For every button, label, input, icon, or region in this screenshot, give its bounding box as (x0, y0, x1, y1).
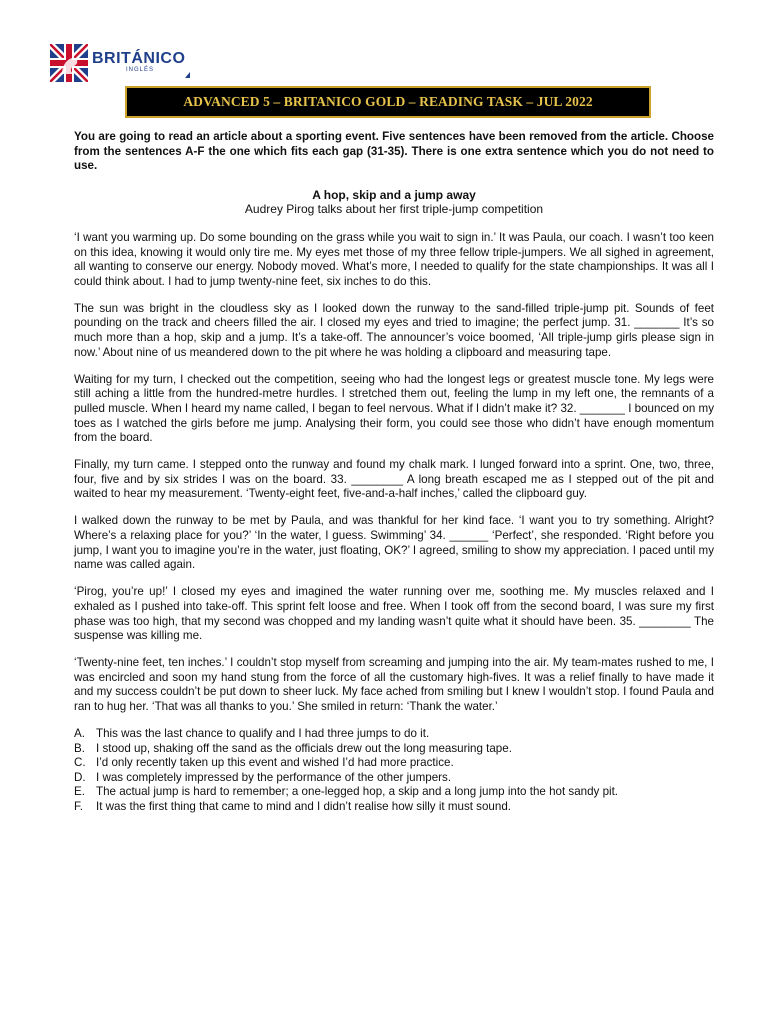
option-d (74, 771, 714, 786)
option-letter: B. (74, 741, 85, 755)
answer-options (74, 727, 714, 815)
article-paragraph-5: I walked down the runway to be met by Paula, and was thankful for her kind face. ‘I want you to try something. Alright? Where’s a relaxing place for you?’ ‘In the water, I guess. Swimming’ 34. ______ ‘Perfect’, she responded. ‘Right before you jump, I want you to imagine you’re in the water, just floating, OK?’ I agreed, smiling to show my appreciation. I paced until my name was called again. (74, 514, 714, 572)
logo-subtitle: INGLÉS (126, 67, 155, 73)
article-paragraph-3: Waiting for my turn, I checked out the competition, seeing who had the longest legs or greatest muscle tone. My legs were still aching a little from the hundred-metre hurdles. I stretched them out, feeling the lump in my left one, the remnants of a pulled muscle. When I heard my name called, I began to feel nervous. What if I didn’t make it? 32. _______ I bounced on my toes as I watched the girls before me jump. Analysing their form, you could see those who didn’t have enough momentum from the board. (74, 372, 714, 445)
option-text: I was completely impressed by the performance of the other jumpers. (96, 770, 452, 784)
logo-name: BRITÁNICO (92, 50, 186, 67)
option-text: The actual jump is hard to remember; a one-legged hop, a skip and a long jump into the hot sandy pit. (96, 785, 619, 799)
option-letter: E. (74, 785, 85, 799)
option-text: It was the first thing that came to mind and I didn’t realise how silly it must sound. (96, 800, 511, 814)
banner-title: ADVANCED 5 – BRITANICO GOLD – READING TASK – JUL 2022 (183, 94, 593, 109)
option-text: I’d only recently taken up this event and wished I’d had more practice. (96, 756, 454, 770)
option-text: This was the last chance to qualify and I had three jumps to do it. (96, 727, 430, 741)
logo-triangle-icon (185, 72, 190, 78)
article-paragraph-7: ‘Twenty-nine feet, ten inches.’ I couldn’t stop myself from screaming and jumping into the air. My team-mates rushed to me, I was encircled and soon my hand stung from the force of all the customary high-fives. It was a relief finally to have made it and my success couldn’t be put down to sheer luck. My face ached from smiling but I knew I wouldn’t stop. I found Paula and ran to hug her. ‘That was all thanks to you.’ She smiled in return: ‘Thank the water.’ (74, 656, 714, 713)
option-letter: C. (74, 756, 86, 770)
reading-task (74, 130, 714, 815)
britanico-logo (50, 44, 185, 82)
union-jack-lion-logo-icon (50, 44, 88, 82)
option-f (74, 800, 714, 815)
article-title: A hop, skip and a jump away (312, 187, 476, 202)
task-banner (125, 86, 651, 118)
option-a (74, 727, 714, 742)
instructions: You are going to read an article about a sporting event. Five sentences have been removed from the article. Choose from the sentences A-F the one which fits each gap (31-35). There is one extra sentence which you do not need to use. (74, 130, 714, 173)
option-e (74, 785, 714, 800)
option-b (74, 742, 714, 757)
article-subtitle: Audrey Pirog talks about her first triple-jump competition (244, 202, 544, 217)
option-letter: D. (74, 770, 86, 784)
option-letter: F. (74, 800, 84, 814)
article-paragraph-6: ‘Pirog, you’re up!’ I closed my eyes and imagined the water running over me, soothing me. My muscles relaxed and I exhaled as I pushed into take-off. This sprint felt loose and free. When I took off from the second board, I was sure my first phase was too high, that my second was chopped and my landing wasn’t quite what it should have been. 35. ________ The suspense was killing me. (74, 585, 714, 643)
option-text: I stood up, shaking off the sand as the officials drew out the long measuring tape. (96, 741, 512, 755)
article-paragraph-4: Finally, my turn came. I stepped onto the runway and found my chalk mark. I lunged forward into a sprint. One, two, three, four, five and by six strides I was on the board. 33. ________ A long breath escaped me as I stepped out of the pit and waited to hear my measurement. ‘Twenty-eight feet, five-and-a-half inches,’ called the clipboard guy. (74, 458, 714, 501)
article-paragraph-2: The sun was bright in the cloudless sky as I looked down the runway to the sand-filled triple-jump pit. Sounds of feet pounding on the track and cheers filled the air. I closed my eyes and tried to imagine; the perfect jump. 31. _______ It’s so much more than a hop, skip and a jump. It’s a take-off. The announcer’s voice boomed, ‘All triple-jump girls please sign in now.’ About nine of us meandered down to the pit where he was holding a clipboard and measuring tape. (74, 301, 714, 359)
article-paragraph-1: ‘I want you warming up. Do some bounding on the grass while you wait to sign in.’ It was Paula, our coach. I wasn’t too keen on this idea, knowing it would only tire me. My eyes met those of my three fellow triple-jumpers. We all sighed in agreement, all wanting to conserve our energy. Nobody moved. What’s more, I needed to qualify for the state championships. It was all I could think about. I had to jump twenty-nine feet, six inches to do this. (74, 230, 714, 288)
option-c (74, 756, 714, 771)
option-letter: A. (74, 727, 85, 741)
